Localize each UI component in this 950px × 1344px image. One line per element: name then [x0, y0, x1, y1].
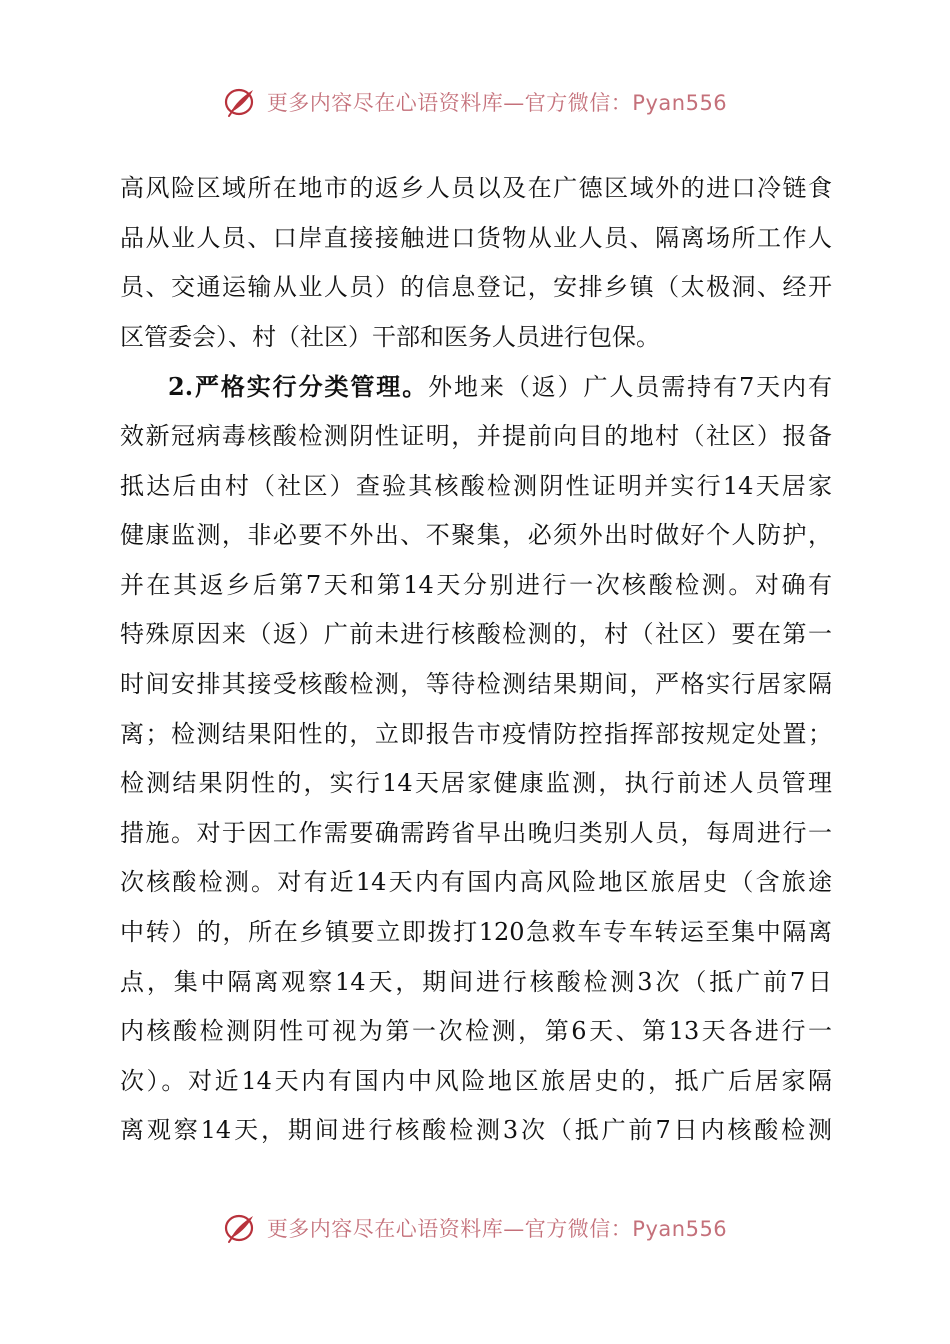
text-line: 内核酸检测阴性可视为第一次检测，第6天、第13天各进行一	[120, 1017, 832, 1046]
text-line: 特殊原因来（返）广前未进行核酸检测的，村（社区）要在第一	[120, 620, 832, 649]
watermark-banner-top	[0, 82, 950, 122]
text-line: 效新冠病毒核酸检测阴性证明，并提前向目的地村（社区）报备	[120, 421, 832, 450]
text-line: 员、交通运输从业人员）的信息登记，安排乡镇（太极洞、经开	[120, 273, 832, 302]
text-line: 抵达后由村（社区）查验其核酸检测阴性证明并实行14天居家	[120, 471, 832, 500]
text-line: 措施。对于因工作需要确需跨省早出晚归类别人员，每周进行一	[120, 818, 832, 847]
quill-logo-icon	[223, 1210, 259, 1246]
text-line: 点，集中隔离观察14天，期间进行核酸检测3次（抵广前7日	[120, 967, 832, 996]
section-heading-line	[120, 362, 832, 412]
text-run: 外地来（返）广人员需持有7天内有	[428, 373, 832, 402]
text-line: 品从业人员、口岸直接接触进口货物从业人员、隔离场所工作人	[120, 223, 832, 252]
text-line: 健康监测，非必要不外出、不聚集，必须外出时做好个人防护，	[120, 521, 832, 550]
text-line: 检测结果阴性的，实行14天居家健康监测，执行前述人员管理	[120, 769, 832, 798]
section-heading: 2.严格实行分类管理。	[168, 372, 429, 402]
watermark-text: 更多内容尽在心语资料库—官方微信：Pyan556	[266, 91, 728, 115]
text-line: 离观察14天，期间进行核酸检测3次（抵广前7日内核酸检测	[120, 1116, 832, 1145]
text-line: 区管委会）、村（社区）干部和医务人员进行包保。	[120, 322, 660, 351]
document-body	[120, 164, 832, 1156]
text-line: 次）。对近14天内有国内中风险地区旅居史的，抵广后居家隔	[120, 1066, 832, 1095]
text-line: 高风险区域所在地市的返乡人员以及在广德区域外的进口冷链食	[120, 174, 832, 202]
text-line: 并在其返乡后第7天和第14天分别进行一次核酸检测。对确有	[120, 570, 832, 599]
text-line: 中转）的，所在乡镇要立即拨打120急救车专车转运至集中隔离	[120, 917, 832, 946]
text-line: 次核酸检测。对有近14天内有国内高风险地区旅居史（含旅途	[120, 868, 832, 897]
text-line: 离；检测结果阳性的，立即报告市疫情防控指挥部按规定处置；	[120, 719, 832, 748]
watermark-text: 更多内容尽在心语资料库—官方微信：Pyan556	[266, 1217, 728, 1241]
quill-logo-icon	[223, 84, 259, 120]
text-line: 时间安排其接受核酸检测，等待检测结果期间，严格实行居家隔	[120, 669, 832, 698]
watermark-banner-bottom	[0, 1208, 950, 1248]
